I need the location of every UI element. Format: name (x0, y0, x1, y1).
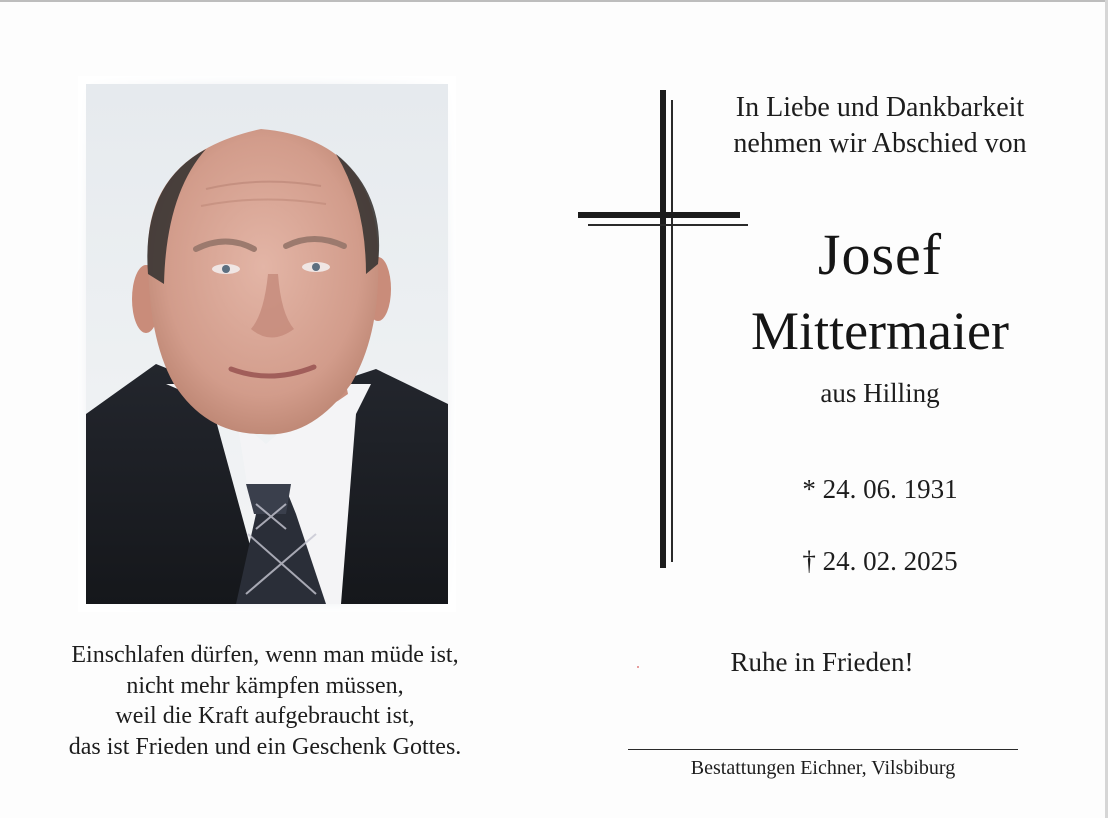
portrait-illustration (86, 84, 448, 604)
undertaker-credit: Bestattungen Eichner, Vilsbiburg (690, 757, 956, 779)
portrait-photo (86, 84, 448, 604)
death-date: † 24. 02. 2025 (802, 546, 958, 576)
cross-horizontal-bar (578, 212, 740, 218)
poem-line: das ist Frieden und ein Geschenk Gottes. (68, 733, 462, 760)
portrait-frame (78, 76, 456, 612)
intro-line: In Liebe und Dankbarkeit (735, 92, 1025, 123)
poem-line: weil die Kraft aufgebraucht ist, (115, 703, 415, 729)
divider-line (628, 749, 1018, 750)
intro-text (690, 90, 1070, 162)
birth-date: * 24. 06. 1931 (802, 474, 958, 504)
deceased-origin: aus Hilling (820, 378, 940, 408)
scan-edge-top (0, 0, 1108, 2)
intro-line: nehmen wir Abschied von (733, 128, 1027, 159)
cross-vertical-line (671, 100, 673, 562)
cross-vertical-bar (660, 90, 666, 568)
deceased-last-name: Mittermaier (751, 301, 1009, 361)
farewell-text: Ruhe in Frieden! (730, 647, 914, 677)
poem (20, 640, 510, 762)
poem-line: nicht mehr kämpfen müssen, (126, 672, 404, 699)
deceased-first-name: Josef (817, 222, 943, 287)
poem-line: Einschlafen dürfen, wenn man müde ist, (71, 642, 459, 668)
